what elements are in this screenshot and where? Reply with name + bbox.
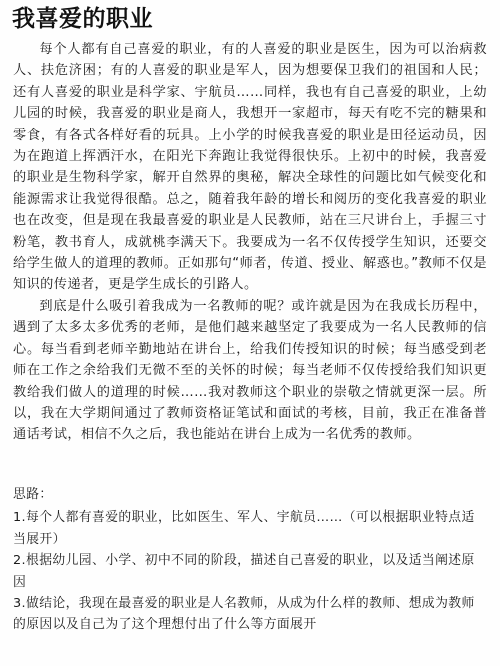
notes-item-3: 3.做结论，我现在最喜爱的职业是人名教师，从成为什么样的教师、想成为教师的原因以及自己为了这个理想付出了什么等方面展开 bbox=[13, 596, 475, 633]
notes-item-2: 2.根据幼儿园、小学、初中不同的阶段，描述自己喜爱的职业，以及适当阐述原因 bbox=[13, 553, 475, 590]
essay-body bbox=[13, 39, 487, 446]
essay-title: 我喜爱的职业 bbox=[12, 6, 153, 32]
essay-paragraph-2: 到底是什么吸引着我成为一名教师的呢？或许就是因为在我成长历程中，遇到了太多太多优秀的老师，是他们越来越坚定了我要成为一名人民教师的信心。每当看到老师辛勤地站在讲台上，给我们传授知识的时候；每当感受到老师在工作之余给我们无微不至的关怀的时候；每当老师不仅传授给我们知识更教给我们做人的道理的时候……我对教师这个职业的崇敬之情就更深一层。所以，我在大学期间通过了教师资格证笔试和面试的考核，目前，我正在准备普通话考试，相信不久之后，我也能站在讲台上成为一名优秀的教师。 bbox=[13, 298, 487, 443]
notes-item-1: 1.每个人都有喜爱的职业，比如医生、军人、宇航员……（可以根据职业特点适当展开） bbox=[13, 510, 475, 547]
essay-paragraph-1: 每个人都有自己喜爱的职业，有的人喜爱的职业是医生，因为可以治病救人、扶危济困；有的人喜爱的职业是军人，因为想要保卫我们的祖国和人民；还有人喜爱的职业是科学家、宇航员……同样，我也有自己喜爱的职业，上幼儿园的时候，我喜爱的职业是商人，我想开一家超市，每天有吃不完的糖果和零食，有各式各样好看的玩具。上小学的时候我喜爱的职业是田径运动员，因为在跑道上挥洒汗水，在阳光下奔跑让我觉得很快乐。上初中的时候，我喜爱的职业是生物科学家，解开自然界的奥秘，解决全球性的问题比如气候变化和能源需求让我觉得很酷。总之，随着我年龄的增长和阅历的变化我喜爱的职业也在改变，但是现在我最喜爱的职业是人民教师，站在三尺讲台上，手握三寸粉笔，教书育人，成就桃李满天下。我要成为一名不仅传授学生知识，还要交给学生做人的道理的教师。正如那句“师者，传道、授业、解惑也。”教师不仅是知识的传递者，更是学生成长的引路人。 bbox=[13, 42, 487, 293]
outline-notes bbox=[13, 484, 487, 636]
notes-heading: 思路： bbox=[13, 487, 53, 502]
